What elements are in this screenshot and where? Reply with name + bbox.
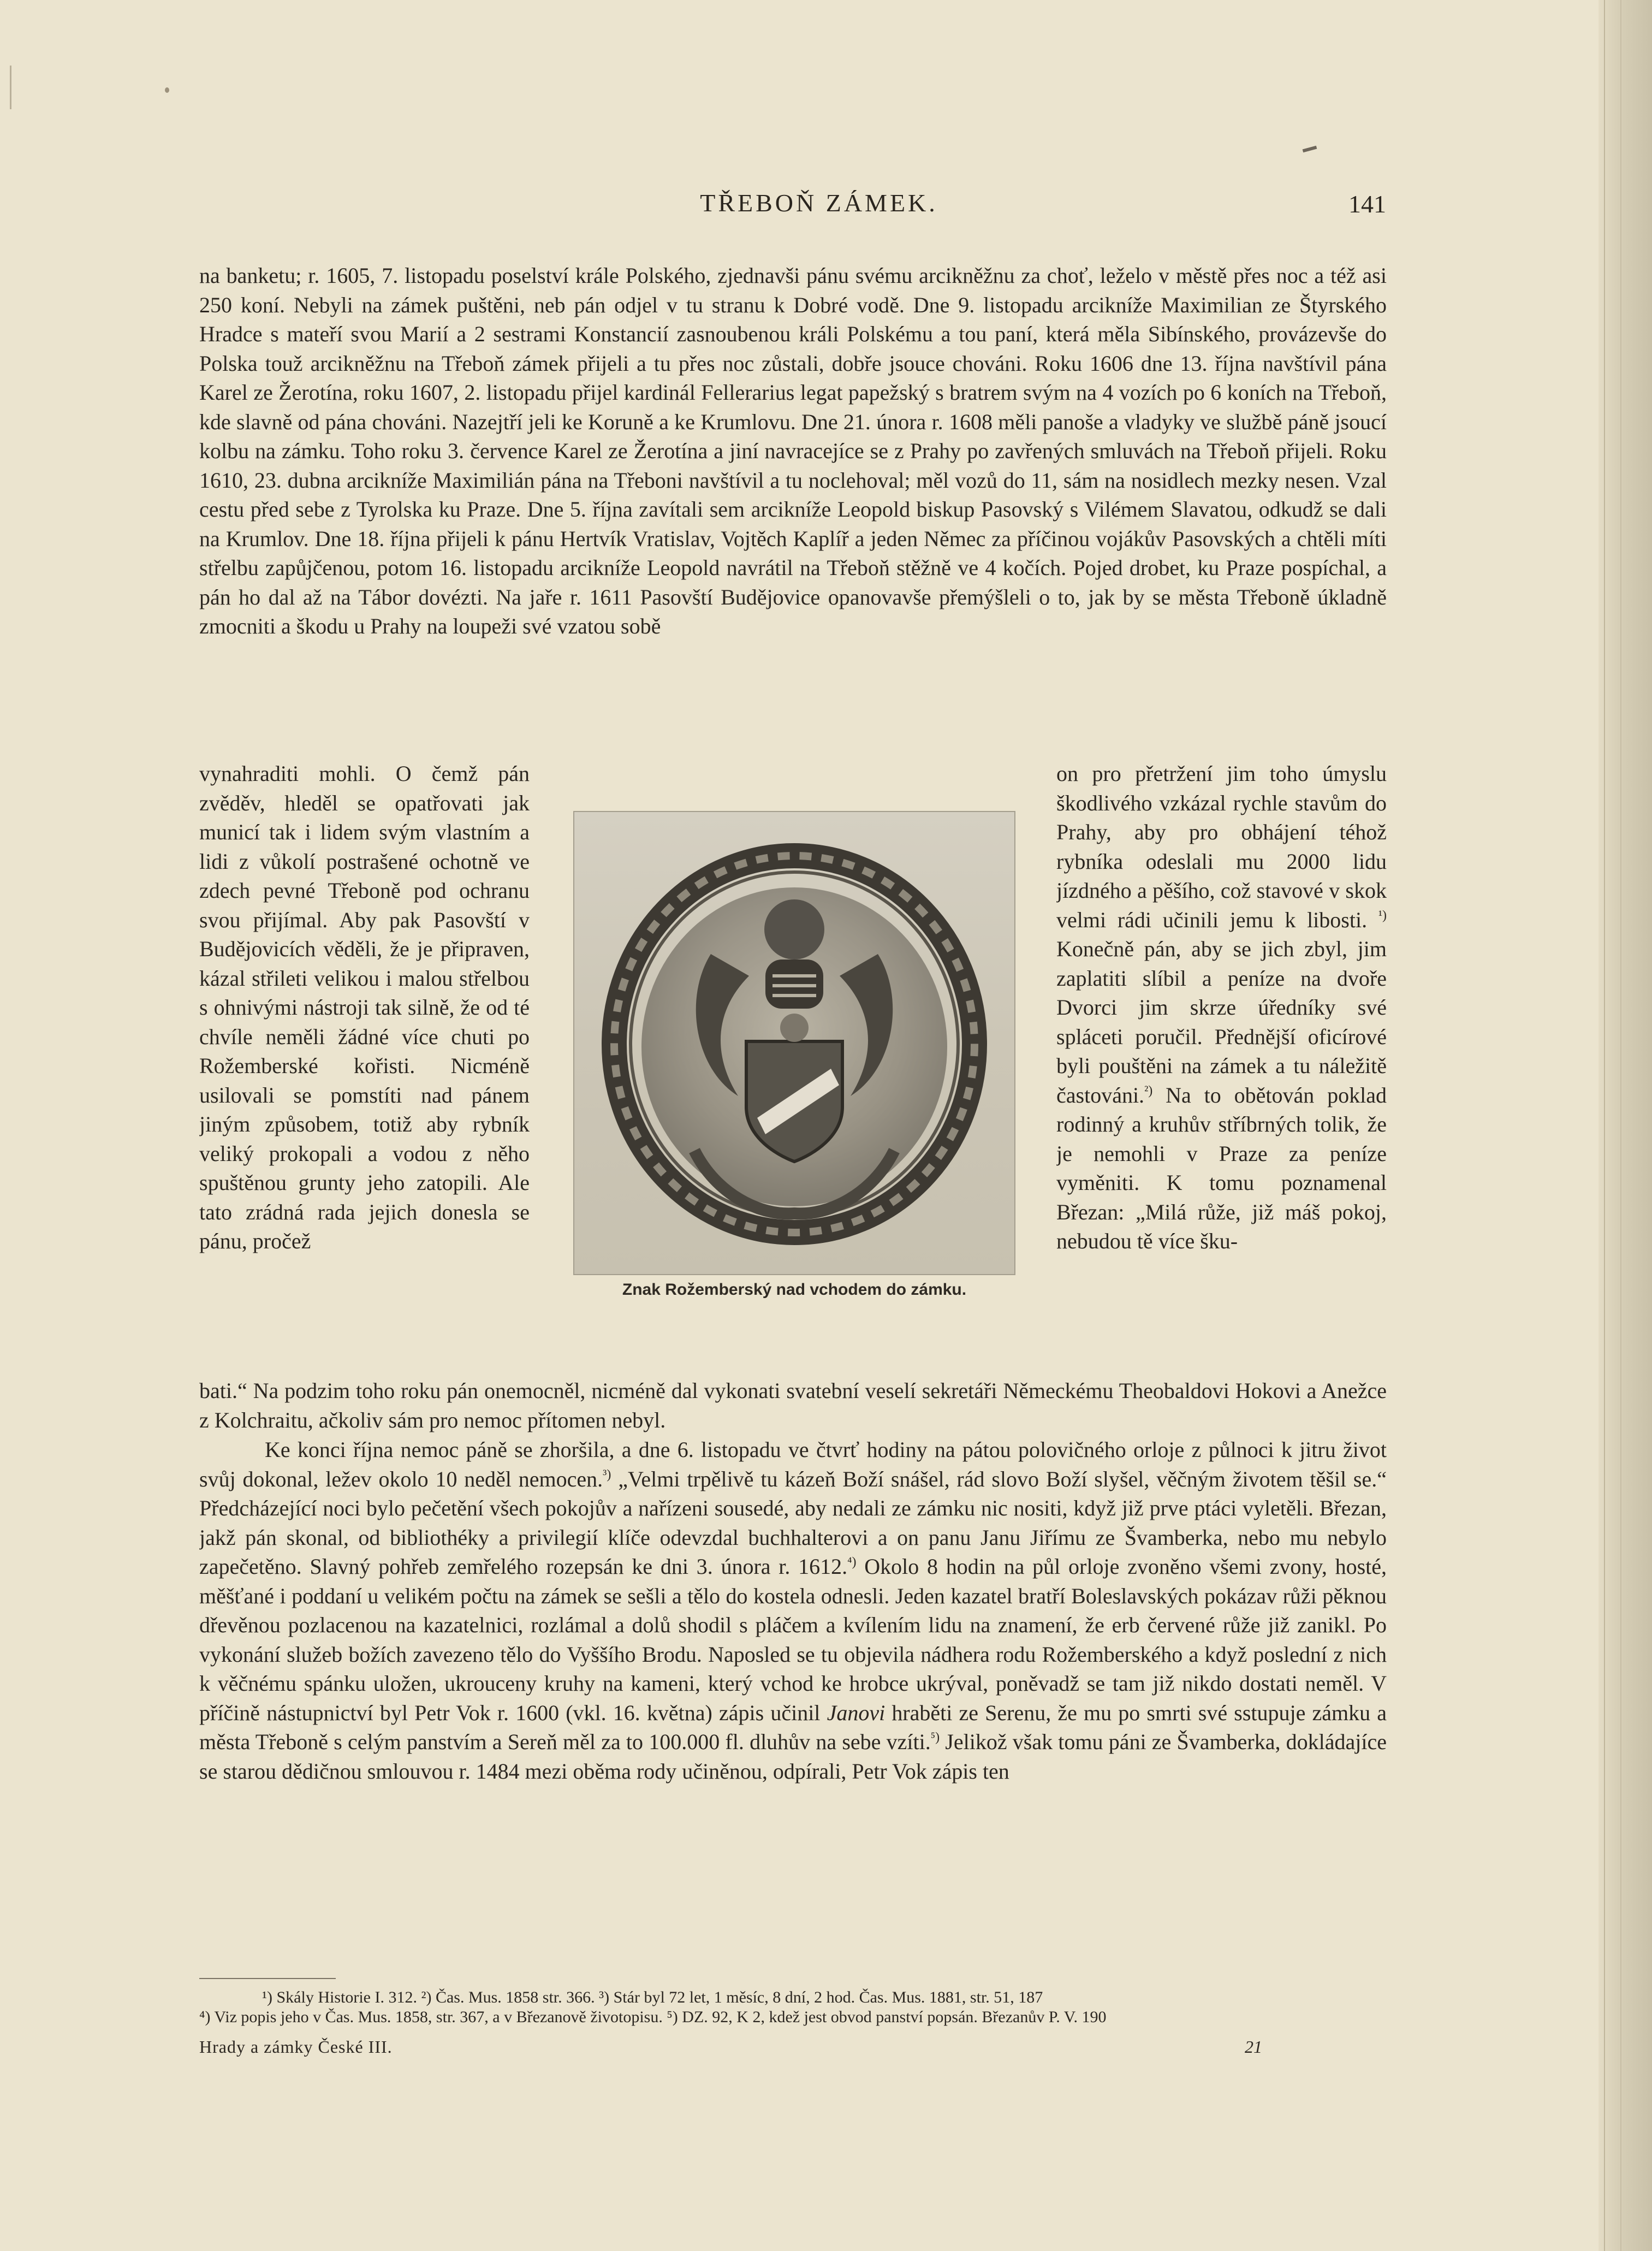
text-run: on pro přetržení jim toho úmyslu škodlivého vzkázal rychle stavům do Prahy, aby pro obhájení téhož rybníka odeslali mu 2000 lidu jízdného a pěšího, což stavové v skok velmi rádi učinili jemu k libosti. — [1056, 761, 1387, 932]
footnote-marker: ⁵) — [930, 1730, 940, 1745]
footnote-rule — [199, 1978, 336, 1979]
left-column-text: vynahraditi mohli. O čemž pán zvěděv, hleděl se opatřovati jak municí tak i lidem svým vlastním a lidi z vůkolí postrašené ochotně ve zdech pevné Třeboně pod ochranu svou přijímal. Aby pak Pasovští v Budějovicích věděli, že je připraven, kázal střileti velikou i malou střelbou s ohnivými nástroji tak silně, že od té chvíle neměli žádné více chuti po Rožemberské kořisti. Nicméně usilovali se pomstíti nad pánem jiným způsobem, totiž aby rybník veliký prokopali a vodou z něho spuštěnou grunty jeho zatopili. Ale tato zrádná rada jejich donesla se pánu, pročež — [199, 761, 530, 1253]
text-run: Okolo 8 hodin na půl orloje zvoněno všemi zvony, hosté, měšťané i poddaní u velikém počtu na zámek se sešli a tělo do kostela odnesli. Jeden kazatel bratří Boleslavských pokázav růži pěknou dřevěnou pozlacenou na kazatelnici, rozlámal a dolů shodil s pláčem a kvílením lidu na znamení, že erb červené růže již zanikl. Po vykonání služeb božích zavezeno tělo do Vyššího Brodu. Naposled se tu objevila nádhera rodu Rožemberského a když poslední z nich k věčnému spánku uložen, ukrouceny kruhy na kameni, který vchod ke hrobce ukrýval, poněvadž se tam již nikdo dostati neměl. V příčině nástupnictví byl Petr Vok r. 1600 (vkl. 16. května) zápis učinil — [199, 1554, 1387, 1725]
text-run: Ke konci října nemoc páně se zhoršila, a dne 6. listopadu ve čtvrť hodiny na pátou polovičného orloje z půlnoci k jitru život svůj dokonal, ležev okolo 10 neděl nemocen. — [199, 1437, 1387, 1491]
page-header — [0, 188, 1652, 227]
rozmberk-crest-drawing — [574, 812, 1014, 1274]
scan-mark — [10, 66, 11, 109]
footnote-marker: ³) — [603, 1467, 611, 1482]
text-run: Na to obětován poklad rodinný a kruhův stříbrných tolik, že je nemohli v Praze za peníze vyměniti. K tomu poznamenal Březan: „Milá růže, již máš pokoj, nebudou tě více šku- — [1056, 1082, 1387, 1253]
text-run: hraběti ze Serenu, že mu po smrti své sstupuje zámku a města Třeboně s celým panstvím a Sereň měl za to 100.000 fl. dluhův na sebe vzíti. — [199, 1700, 1387, 1754]
coat-of-arms-illustration — [573, 811, 1015, 1275]
footnote-line: ¹) Skály Historie I. 312. ²) Čas. Mus. 1858 str. 366. ³) Stár byl 72 let, 1 měsíc, 8 dní, 2 hod. Čas. Mus. 1881, str. 51, 187 — [262, 1988, 1043, 2006]
footnote-marker: ¹) — [1378, 908, 1387, 923]
figure-caption: Znak Rožemberský nad vchodem do zámku. — [622, 1281, 967, 1299]
rose-ornament — [780, 1014, 809, 1042]
text-run: Jelikož však tomu páni ze Švamberka, dokládajíce se starou dědičnou smlouvou r. 1484 mezi oběma rody učiněnou, odpírali, Petr Vok zápis ten — [199, 1729, 1387, 1784]
paper-speck — [1303, 146, 1317, 153]
page-number: 141 — [1348, 190, 1386, 218]
signature-mark: 21 — [1245, 2037, 1262, 2057]
text-run: Konečně pán, aby se jich zbyl, jim zaplatiti slíbil a peníze na dvoře Dvorci jim skrze úředníky své spláceti poručil. Přednější oficírové byli pouštěni na zámek a tu náležitě častováni. — [1056, 937, 1387, 1107]
italic-name: Janovi — [827, 1700, 886, 1725]
text-run: „Velmi trpělivě tu kázeň Boží snášel, rád slovo Boží slyšel, věčným životem těšil se.“ Předcházející noci bylo pečetění všech pokojův a nařízeni sousedé, aby nedali ze zámku nic nositi, když již prve ptáci vyletěli. Březan, jakž pán skonal, od bibliothéky a privilegií klíče odevzdal buchhalterovi a on panu Janu Jiřímu ze Švamberka, nebo mu nebylo zapečetěno. Slavný pohřeb zemřelého rozepsán ke dni 3. února r. 1612. — [199, 1466, 1387, 1579]
right-column-text — [1056, 759, 1387, 1376]
paragraph: na banketu; r. 1605, 7. listopadu poselství krále Polského, zjednavši pánu svému arcikněžnu za choť, leželo v městě přes noc a též asi 250 koní. Nebyli na zámek puštěni, neb pán odjel v tu stranu k Dobré vodě. Dne 9. listopadu arcikníže Maximilian ze Štyrského Hradce s mateří svou Marií a 2 sestrami Konstancií zasnoubenou králi Polskému a tou paní, která měla Sibínského, provázevše do Polska touž arcikněžnu na Třeboň zámek přijeli a tu přes noc zůstali, dobře jsouce chováni. Roku 1606 dne 13. října navštívil pána Karel ze Žerotína, roku 1607, 2. listopadu přijel kardinál Fellerarius legat papežský s bratrem svým na 4 vozích po 6 koních na Třeboň, kde slavně od pána chováni. Nazejtří jeli ke Koruně a ke Krumlovu. Dne 21. února r. 1608 měli panoše a vladyky ve službě páně jsoucí kolbu na zámku. Toho roku 3. července Karel ze Žerotína a jiní navracejíce se z Prahy po zavřených smluvách na Třeboň přijeli. Roku 1610, 23. dubna arcikníže Maximilián pána na Třeboni navštívil a tu noclehoval; měl vozů do 11, sám na nosidlech mezky nesen. Vzal cestu před sebe z Tyrolska ku Praze. Dne 5. října zavítali sem arcikníže Leopold biskup Pasovský s Vilémem Slavatou, odkudž se dali na Krumlov. Dne 18. října přijeli k pánu Hertvík Vratislav, Vojtěch Kaplíř a jeden Němec za příčinou vojákův Pasovských a chtěli míti střelbu zapůjčenou, potom 16. listopadu arcikníže Leopold navrátil na Třeboň stěžně ve 4 kočích. Pojed drobet, ku Praze pospíchal, a pán ho dal až na Tábor dovézti. Na jaře r. 1611 Pasovští Budějovice opanovavše přemýšleli o to, jak by se města Třeboně úkladně zmocniti a škodu u Prahy na loupeži své vzatou sobě — [199, 263, 1387, 638]
footnote-line: ⁴) Viz popis jeho v Čas. Mus. 1858, str. 367, a v Březanově životopisu. ⁵) DZ. 92, K 2, kdež jest obvod panství popsán. Březanův P. V. 190 — [199, 2008, 1107, 2026]
footnote-marker: ²) — [1144, 1083, 1153, 1098]
running-title: TŘEBOŇ ZÁMEK. — [700, 189, 938, 217]
paper-speck — [165, 87, 169, 93]
paragraph — [199, 1435, 1387, 1965]
crest-figure — [764, 899, 824, 959]
footnote-marker: ⁴) — [847, 1555, 857, 1569]
paragraph: bati.“ Na podzim toho roku pán onemocněl, nicméně dal vykonati svatební veselí sekretáři Německému Theobaldovi Hokovi a Anežce z Kolchraitu, ačkoliv sám pro nemoc přítomen nebyl. — [199, 1378, 1387, 1432]
page-edge — [1598, 0, 1652, 2251]
book-title: Hrady a zámky České III. — [199, 2037, 393, 2057]
